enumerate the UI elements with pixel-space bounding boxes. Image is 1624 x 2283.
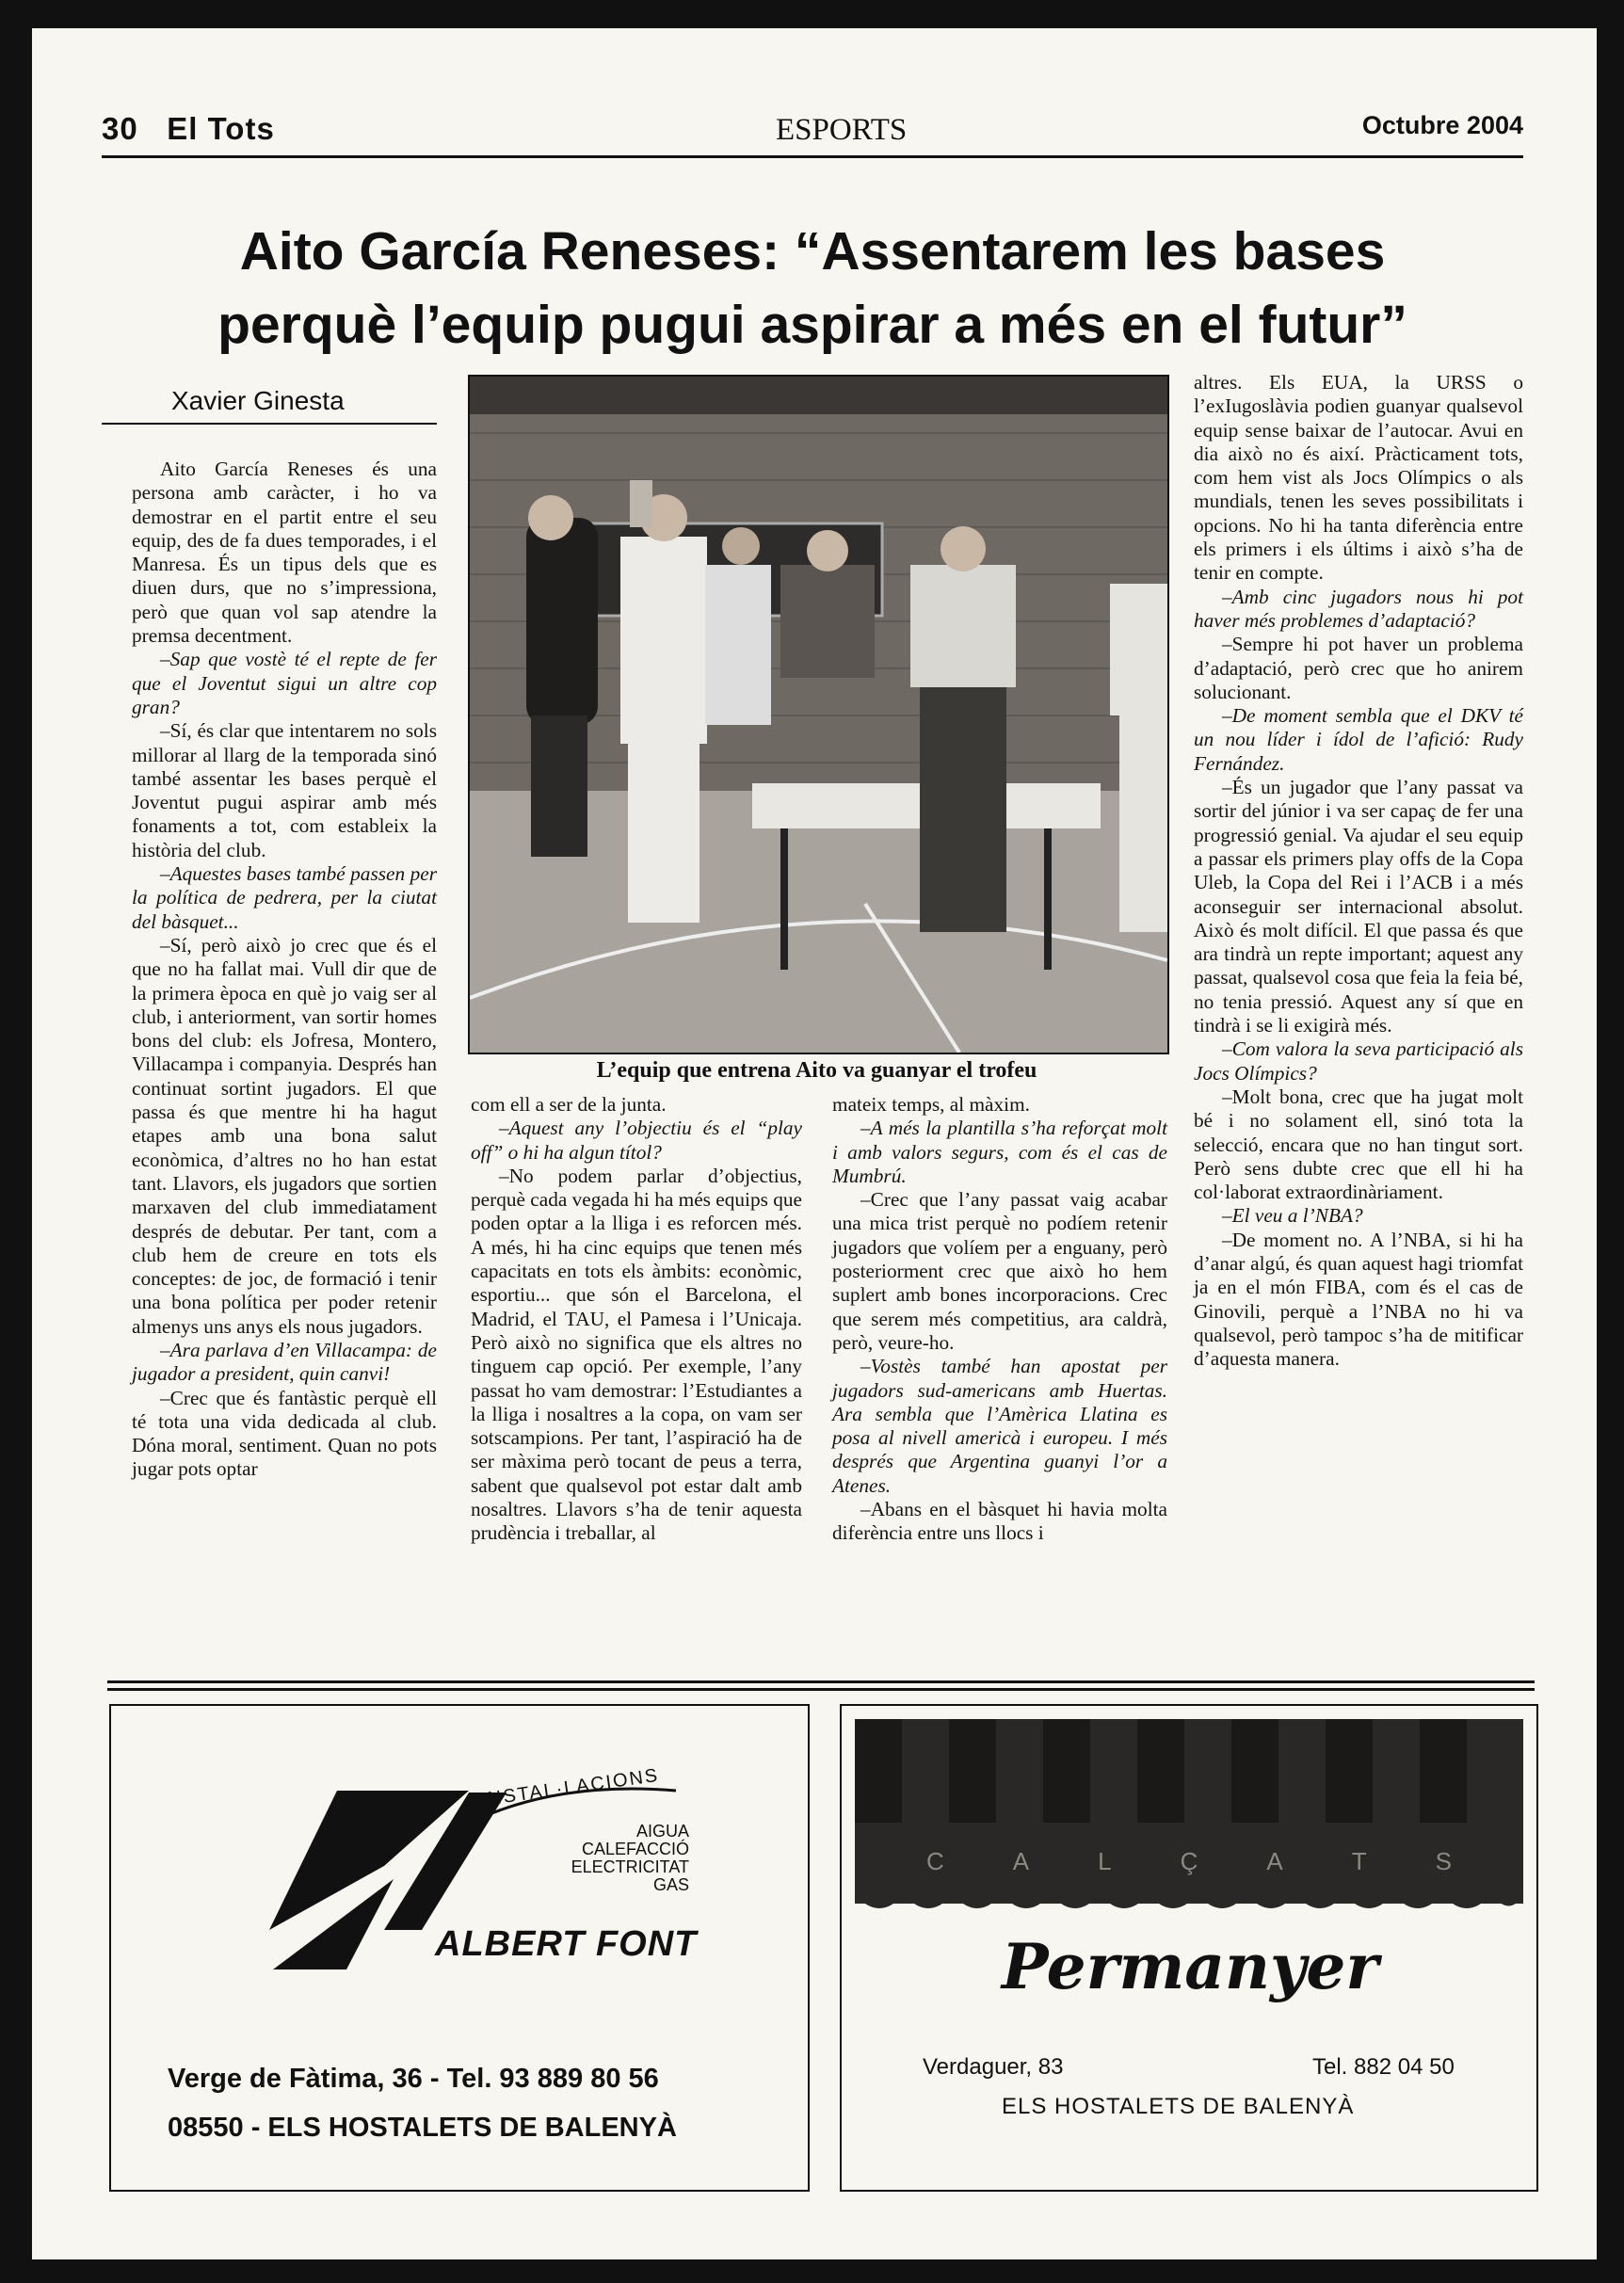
- article-paragraph: –Molt bona, crec que ha jugat molt bé i no solament ell, sinó tota la selecció, encara que no han tingut sort. Però sens dubte crec que ell hi ha col·laborat extraordinàriament.: [1194, 1085, 1523, 1204]
- article-paragraph: –Sempre hi pot haver un problema d’adaptació, però crec que ho anirem solucionant.: [1194, 633, 1523, 703]
- albert-font-logo-arc: INSTAL·LACIONS: [479, 1764, 661, 1811]
- ad-calcats-permanyer: [840, 1704, 1538, 2192]
- article-paragraph: –Sí, però això jo crec que és el que no ha fallat mai. Vull dir que de la primera època en què jo vaig ser al club, i anteriorment, van sortir homes bons del club: els Jofresa, Montero, Villacampa i companyia. Després han continuat sortint jugadors. El que passa és que mentre hi ha hagut etapes amb una bona salut econòmica, d’altres no ho han estat tant. Llavors, els jugadors que sortien marxaven del club immediatament després de debutar. Per tant, com a club hem de creure en tots els conceptes: de joc, de formació i tenir una bona política per poder retenir almenys uns anys els nous jugadors.: [132, 933, 437, 1338]
- awning-letter: C: [926, 1847, 946, 1875]
- article-paragraph: –Crec que és fantàstic perquè ell té tota una vida dedicada al club. Dóna moral, sentiment. Quan no pots jugar pots optar: [132, 1386, 437, 1481]
- awning-letter: Ç: [1180, 1847, 1200, 1875]
- byline-rule: [102, 423, 437, 425]
- permanyer-phone: Tel. 882 04 50: [1312, 2054, 1455, 2080]
- ads-divider-top: [107, 1680, 1535, 1683]
- interview-question: –Vostès també han apostat per jugadors sud-americans amb Huertas. Ara sembla que l’Amèrica Llatina es posa al nivell americà i europeu. I més després que Argentina guanyi l’or a Atenes.: [832, 1355, 1167, 1497]
- service-water: AIGUA: [635, 1822, 689, 1841]
- article-headline: [102, 215, 1523, 362]
- article-paragraph: –De moment no. A l’NBA, si hi ha d’anar algú, és quan aquest hagi triomfat ja en el món FIBA, com és el cas de Ginovili, perquè a l’NBA no hi va qualsevol, però tampoc s’ha de mitificar d’aquesta manera.: [1194, 1228, 1523, 1371]
- article-column-4: [1194, 371, 1523, 1371]
- publication-name: El Tots: [167, 111, 275, 146]
- trophy-ceremony-photo: [470, 377, 1167, 1053]
- awning-letter: A: [1012, 1847, 1032, 1875]
- interview-question: –Ara parlava d’en Villacampa: de jugador a president, quin canvi!: [132, 1338, 437, 1386]
- service-heating: CALEFACCIÓ: [581, 1840, 689, 1858]
- article-column-1: [132, 458, 437, 1482]
- article-column-2: [471, 1093, 802, 1546]
- service-electricity: ELECTRICITAT: [571, 1857, 689, 1876]
- article-paragraph: –Sí, és clar que intentarem no sols millorar al llarg de la temporada sinó també assentar les bases perquè el Joventut pugui aspirar amb més fonaments a tot, com estableix la història del club.: [132, 719, 437, 861]
- headline-line-1: Aito García Reneses: “Assentarem les bases: [239, 221, 1386, 281]
- permanyer-address: Verdaguer, 83: [923, 2054, 1064, 2080]
- interview-question: –A més la plantilla s’ha reforçat molt i amb valors segurs, com és el cas de Mumbrú.: [832, 1117, 1167, 1187]
- ad-albert-font: [109, 1704, 810, 2192]
- service-gas: GAS: [652, 1875, 689, 1894]
- article-paragraph: Aito García Reneses és una persona amb caràcter, i ho va demostrar en el partit entre el seu equip, des de fa dues temporades, i el Manresa. És un tipus dels que es diuen durs, que no s’impressiona, però que quan vol sap atendre la premsa decentment.: [132, 458, 437, 648]
- article-paragraph: –Crec que l’any passat vaig acabar una mica trist perquè no podíem retenir jugadors que volíem per a enguany, però posteriorment crec que això ho hem suplert amb bones incorporacions. Crec que serem més competitius, ara caldrà, però, veure-ho.: [832, 1188, 1167, 1354]
- page-folio: [102, 111, 275, 147]
- article-paragraph: com ell a ser de la junta.: [471, 1093, 667, 1116]
- albert-font-city: 08550 - ELS HOSTALETS DE BALENYÀ: [168, 2113, 677, 2143]
- ads-divider-bottom: [107, 1688, 1535, 1691]
- page-header: [70, 111, 1523, 158]
- awning-letter: S: [1435, 1847, 1454, 1875]
- permanyer-brand: Permanyer: [1001, 1930, 1379, 2003]
- article-column-3: [832, 1093, 1167, 1546]
- awning-lettering: [926, 1847, 1454, 1876]
- interview-question: –El veu a l’NBA?: [1222, 1204, 1363, 1228]
- albert-font-services: [516, 1823, 689, 1894]
- article-paragraph: –Abans en el bàsquet hi havia molta diferència entre uns llocs i: [832, 1498, 1167, 1545]
- photo-caption: L’equip que entrena Aito va guanyar el trofeu: [596, 1058, 1037, 1083]
- interview-question: –Sap que vostè té el repte de fer que el Joventut sigui un altre cop gran?: [132, 648, 437, 718]
- byline: Xavier Ginesta: [171, 386, 345, 415]
- article-paragraph: –No podem parlar d’objectius, perquè cada vegada hi ha més equips que poden optar a la lliga i es reforcen més. A més, hi ha cinc equips que tenen més capacitats en tots els àmbits: econòmic, esportiu... que són el Barcelona, el Madrid, el TAU, el Pamesa i l’Unicaja. Però això no significa que els altres no tinguem cap opció. Per exemple, l’any passat ho vam demostrar: l’Estudiantes a la lliga i nosaltres a la copa, on vam ser sotscampions. Per tant, l’aspiració ha de ser màxima però tocant de peus a terra, sabent que qualsevol pot estar dalt amb nosaltres. Llavors s’ha de tenir aquesta prudència i treballar, al: [471, 1164, 802, 1545]
- interview-question: –Aquest any l’objectiu és el “play off” o hi ha algun títol?: [471, 1117, 802, 1164]
- interview-question: –Com valora la seva participació als Jocs Olímpics?: [1194, 1037, 1523, 1085]
- interview-question: –Amb cinc jugadors nous hi pot haver més problemes d’adaptació?: [1194, 585, 1523, 632]
- awning-icon: [842, 1706, 1536, 1922]
- page-number: 30: [102, 111, 138, 146]
- section-name: ESPORTS: [776, 113, 908, 147]
- awning-letter: L: [1098, 1847, 1114, 1875]
- article-photo: [468, 375, 1169, 1054]
- interview-question: –De moment sembla que el DKV té un nou líder i ídol de l’afició: Rudy Fernández.: [1194, 704, 1523, 775]
- albert-font-brand: ALBERT FONT: [435, 1924, 698, 1964]
- article-paragraph: altres. Els EUA, la URSS o l’exIugoslàvia podien guanyar qualsevol equip sense baixar de l’autocar. Avui en dia això no és així. Pràcticament tots, com hem vist als Jocs Olímpics o als mundials, tenen les seves possibilitats i opcions. No hi ha tanta diferència entre els primers i els últims i això s’ha de tenir en compte.: [1194, 371, 1523, 585]
- article-paragraph: –És un jugador que l’any passat va sortir del júnior i va ser capaç de fer una progressió genial. Va ajudar el seu equip a passar els primers play offs de la Copa Uleb, la Copa del Rei i l’ACB i a més aconseguir ser internacional absolut. Això és molt difícil. El que passa és que ara tindrà un repte important; aquest any passat, qualsevol cosa que feia la feia bé, no tenia pressió. Aquest any sí que en tindrà i se li exigirà més.: [1194, 776, 1523, 1037]
- albert-font-address: Verge de Fàtima, 36 - Tel. 93 889 80 56: [168, 2064, 659, 2094]
- awning-letter: T: [1351, 1847, 1369, 1875]
- headline-line-2: perquè l’equip pugui aspirar a més en el futur”: [217, 295, 1407, 355]
- header-rule: [102, 155, 1523, 158]
- article-paragraph: mateix temps, al màxim.: [832, 1093, 1030, 1116]
- awning-letter: A: [1266, 1847, 1285, 1875]
- issue-date: Octubre 2004: [1361, 111, 1523, 139]
- permanyer-city: ELS HOSTALETS DE BALENYÀ: [1002, 2094, 1355, 2119]
- interview-question: –Aquestes bases també passen per la política de pedrera, per la ciutat del bàsquet...: [132, 862, 437, 933]
